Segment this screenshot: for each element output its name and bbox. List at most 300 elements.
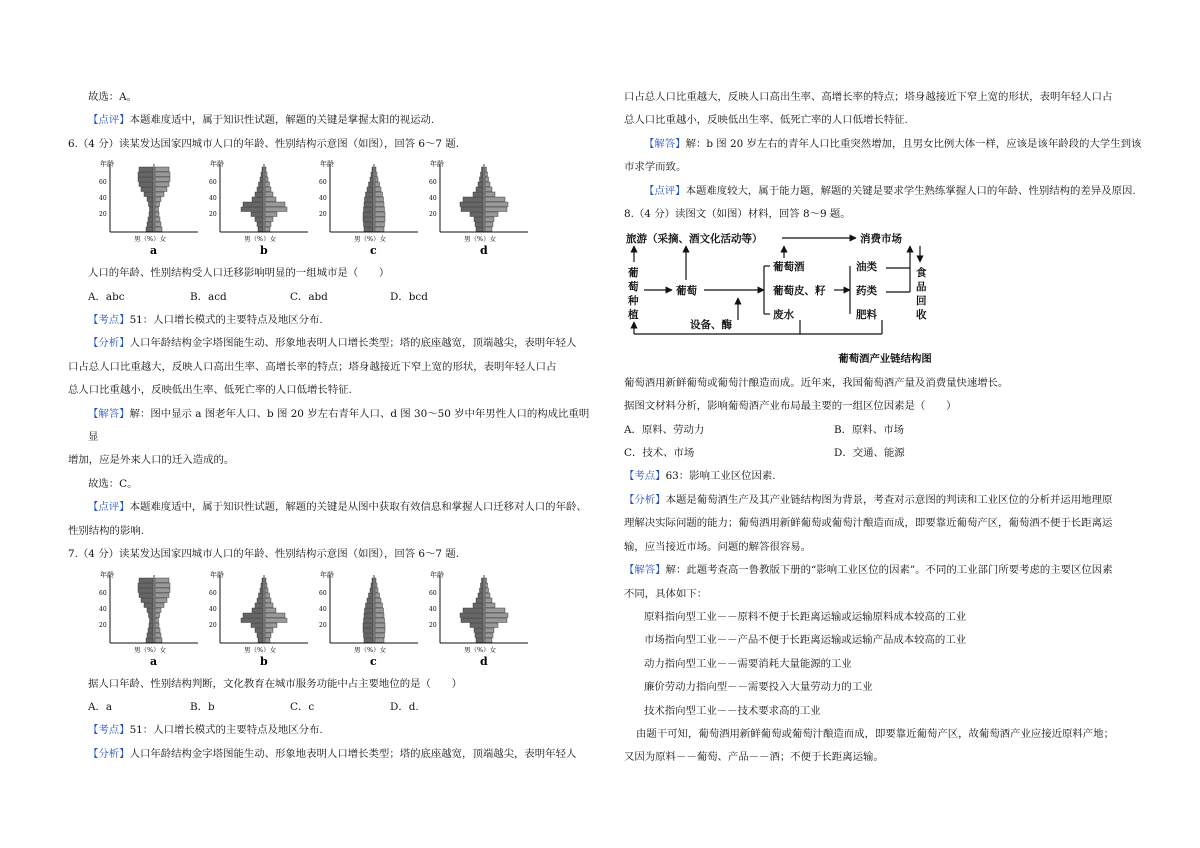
pyramid-bar-male [476,598,483,603]
pyramid-bar-female [485,618,507,623]
q8-option-a: A．原料、劳动力 [624,423,705,436]
pyramid-bar-female [265,217,273,222]
q8-jieda-cont: 不同，具体如下： [624,587,708,600]
kaodian-text: 63：影响工业区位因素. [665,470,776,483]
pyramid-bar-female [155,227,162,232]
pyramid-bar-female [375,197,384,202]
pyramid-c [319,570,418,667]
q7-options [68,696,596,719]
pyramid-bar-female [265,227,270,232]
pyramid-bar-female [265,212,277,217]
pyramid-bar-male [364,202,373,207]
pyramid-bar-male [474,217,483,222]
fenxi-tag: 【分析】 [88,337,130,350]
q8-option-d: D．交通、能源 [834,447,905,460]
pyramid-c [319,159,418,256]
pyramid-bar-female [155,207,159,212]
pyramid-bar-male [146,227,153,232]
pyramid-bar-male [463,608,483,613]
q7-option-d: D．d. [390,700,419,713]
kaodian-tag: 【考点】 [88,724,130,737]
flow-wine: 葡萄酒 [773,261,805,274]
fenxi-text: 本题是葡萄酒生产及其产业链结构图为背景，考查对示意图的判读和工业区位的分析并运用地理原 [665,493,1113,506]
pyramid-bar-female [375,613,384,618]
pyramid-bar-female [375,618,385,623]
pyramid-name: d [480,244,488,257]
pyramid-bar-female [485,623,498,628]
pyramid-bar-male [252,197,263,202]
pyramid-bar-female [265,182,270,187]
pyramid-bar-female [265,187,271,192]
q8-options-row1 [624,419,1156,442]
pyramid-bar-female [375,222,385,227]
pyramid-bar-female [155,187,167,192]
pyramid-bar-female [265,608,276,613]
pyramid-name: a [150,654,158,667]
pyramid-tick: 60 [209,589,217,597]
pyramid-bar-female [485,167,487,172]
pyramid-bar-male [366,603,374,608]
flow-equip: 设备、酶 [690,319,732,332]
pyramid-tick: 40 [429,605,437,613]
pyramid-bar-male [473,192,483,197]
pyramid-bar-female [155,212,159,217]
pyramid-bar-male [476,187,483,192]
pyramid-bar-female [265,207,287,212]
flow-food-4: 收 [916,309,927,322]
pyramid-bar-male [460,613,483,618]
pyramid-bar-male [463,197,483,202]
pyramid-bar-male [474,628,483,633]
population-pyramids-q7 [98,569,538,667]
pyramid-tick: 40 [429,195,437,203]
wine-chain-diagram [624,228,944,346]
pyramid-bar-male [241,618,263,623]
pyramid-bar-female [485,172,488,177]
pyramid-bar-female [155,613,160,618]
pyramid-bar-female [155,618,159,623]
pyramid-bar-female [155,588,170,593]
pyramid-name: c [370,244,377,257]
pyramid-bar-female [155,633,161,638]
q6-fenxi [68,332,596,355]
pyramid-bar-female [485,588,489,593]
fenxi-tag: 【分析】 [624,493,666,506]
pyramid-bar-male [478,182,483,187]
pyramid-bar-male [149,202,154,207]
pyramid-bar-male [364,638,373,643]
pyramid-bar-male [257,598,263,603]
pyramid-bar-male [372,578,373,583]
pyramid-bar-female [265,628,273,633]
jieda-text: 解：b 图 20 岁左右的青年人口比重突然增加，且男女比例大体一样，应该是该年龄段的大学生到该 [685,137,1142,150]
dianping-tag: 【点评】 [644,184,686,197]
dianping-tag: 【点评】 [88,501,130,514]
pyramid-bar-female [375,623,385,628]
q6-jieda [68,403,596,450]
flow-grape: 葡萄 [676,285,697,298]
pyramid-bar-male [257,187,263,192]
industry-type-raw: 原料指向型工业－－原料不便于长距离运输或运输原料成本较高的工业 [644,610,967,623]
pyramid-bar-male [262,167,263,172]
pyramid-age-label: 年龄 [100,160,114,169]
pyramid-bar-male [259,182,264,187]
pyramid-bar-female [265,593,270,598]
pyramid-bar-male [139,593,153,598]
q6-option-d: D．bcd [390,290,428,303]
comment-tag: 【点评】 [88,114,130,127]
pyramid-d [429,159,528,256]
q8-options-row2 [624,442,1156,465]
q7-stem: 据人口年龄、性别结构判断，文化教育在城市服务功能中占主要地位的是（ ） [88,677,463,690]
q8-fenxi-cont-1: 理解决实际问题的能力；葡萄酒用新鲜葡萄或葡萄汁酿造而成，即要靠近葡萄产区，葡萄酒不便于长距离运 [624,517,1113,530]
q8-option-b: B．原料、市场 [834,423,904,436]
pyramid-bar-female [155,638,162,643]
pyramid-sex-label: 男（%）女 [244,645,277,654]
wine-industry-chain-figure [624,228,1156,346]
pyramid-bar-female [375,638,384,643]
pyramid-bar-male [243,202,263,207]
pyramid-bar-female [485,628,494,633]
pyramid-age-label: 年龄 [320,160,334,169]
pyramid-bar-female [375,603,383,608]
q8-option-c: C．技术、市场 [624,447,695,460]
pyramid-bar-male [482,167,484,172]
pyramid-bar-male [257,633,263,638]
pyramid-bar-male [148,628,153,633]
pyramid-bar-female [485,182,490,187]
pyramid-bar-male [367,187,373,192]
pyramid-bar-female [375,608,384,613]
pyramid-tick: 40 [209,195,217,203]
pyramid-bar-female [155,202,160,207]
q7-dianping [624,180,1156,203]
pyramid-bar-male [255,192,263,197]
q6-title: 6.（4 分）读某发达国家四城市人口的年龄、性别结构示意图（如图），回答 6～7 题. [68,137,460,150]
pyramid-bar-male [470,212,483,217]
q7-jieda-cont: 市求学而致。 [624,161,687,174]
pyramid-bar-female [155,593,169,598]
pyramid-bar-male [144,192,153,197]
q6-answer: 故选：C。 [88,477,138,490]
q8-jieda [624,559,1156,582]
q6-option-b: B．acd [190,290,227,303]
pyramid-bar-female [155,182,169,187]
jieda-tag: 【解答】 [88,407,130,420]
pyramid-age-label: 年龄 [100,570,114,579]
pyramid-bar-male [251,623,263,628]
pyramid-bar-female [265,197,276,202]
pyramid-bar-male [481,583,484,588]
pyramid-bar-male [372,167,373,172]
pyramid-bar-male [259,593,264,598]
pyramid-sex-label: 男（%）女 [134,235,167,244]
pyramid-bar-female [375,633,385,638]
pyramid-bar-female [375,207,385,212]
pyramid-bar-female [375,588,378,593]
q6-fenxi-cont-2: 总人口比重越小，反映低出生率、低死亡率的人口低增长特征. [68,384,352,397]
pyramid-bar-male [243,613,263,618]
q6-stem: 人口的年龄、性别结构受人口迁移影响明显的一组城市是（ ） [88,267,390,280]
flow-food-2: 品 [916,281,927,294]
industry-type-power: 动力指向型工业－－需要消耗大量能源的工业 [644,657,852,670]
pyramid-name: a [150,244,158,257]
pyramid-bar-female [375,217,385,222]
pyramid-b [209,159,308,256]
pyramid-bar-female [485,222,493,227]
pyramid-bar-male [364,227,373,232]
q8-fenxi [624,489,1156,512]
pyramid-tick: 40 [99,605,107,613]
pyramid-bar-female [155,598,167,603]
pyramid-bar-male [146,638,153,643]
pyramid-bar-male [476,227,483,232]
pyramid-bar-male [138,177,153,182]
pyramid-bar-male [482,578,484,583]
pyramid-bar-female [485,638,492,643]
pyramid-bar-female [155,197,161,202]
pyramid-sex-label: 男（%）女 [244,235,277,244]
q6-option-c: C．abd [290,290,328,303]
pyramid-bar-male [476,638,483,643]
pyramid-tick: 40 [209,605,217,613]
pyramid-bar-male [364,613,373,618]
pyramid-bar-female [375,578,376,583]
pyramid-bar-female [485,608,505,613]
pyramid-tick: 60 [319,589,327,597]
q7-fenxi [68,743,596,766]
pyramid-bar-female [485,583,488,588]
pyramid-bar-female [485,202,508,207]
pyramid-bar-female [375,628,385,633]
q6-options [68,286,596,309]
pyramid-bar-male [480,588,484,593]
flow-food-3: 回 [916,295,927,308]
pyramid-bar-male [138,172,153,177]
pyramid-bar-male [260,588,263,593]
pyramid-bar-male [261,172,263,177]
pyramid-bar-male [144,603,153,608]
pyramid-bar-female [375,177,378,182]
pyramid-bar-male [262,578,263,583]
pyramid-bar-male [475,633,483,638]
pyramid-bar-female [485,207,507,212]
pyramid-bar-male [365,608,374,613]
industry-type-labor: 廉价劳动力指向型－－需要投入大量劳动力的工业 [644,681,873,694]
pyramid-age-label: 年龄 [210,570,224,579]
pyramid-bar-female [155,177,170,182]
flow-plant-3: 种 [628,295,639,308]
pyramid-bar-female [155,172,170,177]
fenxi-text: 人口年龄结构金字塔图能生动、形象地表明人口增长类型；塔的底座越宽，顶端越尖，表明年轻人 [129,337,577,350]
pyramid-bar-male [363,217,373,222]
pyramid-sex-label: 男（%）女 [134,645,167,654]
q6-option-a: A．abc [88,290,125,303]
flow-market: 消费市场 [860,233,902,246]
pyramid-age-label: 年龄 [210,160,224,169]
pyramid-bar-male [141,187,153,192]
q7-title: 7.（4 分）读某发达国家四城市人口的年龄、性别结构示意图（如图），回答 6～7 题. [68,548,460,561]
pyramid-bar-female [155,603,164,608]
pyramid-tick: 20 [429,621,437,629]
pyramid-bar-male [460,202,483,207]
comment-line [68,109,596,132]
pyramid-sex-label: 男（%）女 [464,235,497,244]
flow-tourism: 旅游（采摘、酒文化活动等） [626,233,763,246]
pyramid-sex-label: 男（%）女 [354,235,387,244]
q8-conclusion-1: 由题干可知，葡萄酒用新鲜葡萄或葡萄汁酿造而成，即要靠近葡萄产区，故葡萄酒产业应接近原料产地； [636,727,1114,740]
q7-option-b: B．b [190,700,215,713]
pyramid-bar-male [261,583,263,588]
pyramid-bar-female [375,202,384,207]
pyramid-bar-male [371,583,373,588]
pyramid-tick: 60 [429,589,437,597]
pyramid-bar-female [375,192,383,197]
pyramid-tick: 20 [99,211,107,219]
pyramid-tick: 20 [99,621,107,629]
pyramid-bar-male [139,167,153,172]
pyramid-bar-female [155,608,161,613]
q6-dianping-cont: 性别结构的影响. [68,524,145,537]
industry-type-tech: 技术指向型工业－－技术要求高的工业 [644,704,821,717]
q7-option-c: C．c [290,700,315,713]
pyramid-bar-female [375,598,381,603]
pyramid-bar-male [371,172,373,177]
pyramid-bar-male [138,583,153,588]
flow-waste: 废水 [773,309,794,322]
pyramid-bar-male [370,588,373,593]
pyramid-bar-female [265,192,273,197]
q7-fenxi-cont-2: 总人口比重越小，反映低出生率、低死亡率的人口低增长特征. [624,114,908,127]
pyramid-bar-male [369,593,374,598]
pyramid-bar-female [485,613,508,618]
pyramid-tick: 60 [99,179,107,187]
q8-kaodian [624,465,1156,488]
pyramid-bar-female [485,177,489,182]
pyramid-bar-female [375,182,380,187]
pyramid-sex-label: 男（%）女 [354,645,387,654]
jieda-text: 解：此题考查高一鲁教版下册的“影响工业区位的因素”。不同的工业部门所要考虑的主要区位因素 [665,564,1113,577]
pyramid-bar-female [265,598,271,603]
industry-type-market: 市场指向型工业－－产品不便于长距离运输或运输产品成本较高的工业 [644,634,967,647]
pyramid-tick: 20 [319,621,327,629]
flow-plant-1: 葡 [628,267,639,280]
pyramid-bar-male [258,638,263,643]
pyramid-name: d [480,654,488,667]
pyramid-bar-female [485,633,493,638]
flow-oil: 油类 [856,261,877,274]
pyramid-bar-male [366,192,374,197]
pyramid-bar-female [375,583,377,588]
pyramid-bar-male [148,217,153,222]
pyramid-bar-female [265,172,267,177]
q6-jieda-cont: 增加，应是外来人口的迁入造成的。 [68,454,235,467]
flow-plant-2: 萄 [628,281,639,294]
fenxi-text: 人口年龄结构金字塔图能生动、形象地表明人口增长类型；塔的底座越宽，顶端越尖，表明年轻人 [129,747,577,760]
pyramid-tick: 60 [429,179,437,187]
pyramid-bar-male [149,212,153,217]
pyramid-bar-male [150,618,154,623]
pyramid-figure-q7 [68,569,596,667]
q8-stem: 据图文材料分析，影响葡萄酒产业布局最主要的一组区位因素是（ ） [624,400,957,413]
flow-drug: 药类 [856,285,877,298]
answer-line: 故选：A。 [88,91,138,103]
pyramid-bar-male [461,207,483,212]
jieda-text: 解：图中显示 a 图老年人口、b 图 20 岁左右青年人口、d 图 30～50 岁中年男性人口的构成比重明显 [88,407,590,444]
pyramid-name: c [370,654,377,667]
pyramid-bar-female [375,593,380,598]
pyramid-bar-female [265,222,271,227]
kaodian-tag: 【考点】 [88,314,130,327]
pyramid-tick: 60 [99,589,107,597]
pyramid-bar-male [255,217,263,222]
jieda-tag: 【解答】 [624,564,666,577]
q6-kaodian [68,309,596,332]
pyramid-bar-male [364,207,374,212]
pyramid-tick: 20 [319,211,327,219]
pyramid-bar-male [369,182,374,187]
pyramid-bar-male [141,598,153,603]
q8-material: 葡萄酒用新鲜葡萄或葡萄汁酿造而成。近年来，我国葡萄酒产量及消费量快速增长。 [624,376,1009,389]
pyramid-bar-female [485,187,492,192]
pyramid-bar-male [252,608,263,613]
pyramid-age-label: 年龄 [430,160,444,169]
pyramid-bar-female [485,598,492,603]
pyramid-bar-female [375,227,384,232]
pyramid-bar-male [255,628,263,633]
fenxi-tag: 【分析】 [88,747,130,760]
pyramid-bar-female [265,588,268,593]
pyramid-tick: 40 [319,195,327,203]
pyramid-bar-female [265,578,266,583]
pyramid-bar-female [155,628,160,633]
pyramid-bar-male [149,613,154,618]
q8-fenxi-cont-2: 输，应当接近市场。问题的解答很容易。 [624,540,812,553]
pyramid-bar-female [155,222,161,227]
q7-option-a: A．a [88,700,113,713]
pyramid-bar-male [481,172,484,177]
pyramid-bar-female [155,192,164,197]
pyramid-tick: 40 [99,195,107,203]
right-column [624,86,1156,770]
dianping-text: 本题难度适中，属于知识性试题，解题的关键是从图中获取有效信息和掌握人口迁移对人口的年龄、 [129,501,587,514]
pyramid-figure-q6 [68,158,596,256]
pyramid-bar-male [147,197,153,202]
pyramid-bar-male [147,633,153,638]
pyramid-bar-male [473,603,483,608]
pyramid-bar-male [138,588,153,593]
pyramid-bar-male [147,608,153,613]
kaodian-text: 51：人口增长模式的主要特点及地区分布. [129,724,323,737]
pyramid-bar-male [478,593,483,598]
pyramid-bar-female [265,623,277,628]
pyramid-bar-female [485,197,505,202]
pyramid-sex-label: 男（%）女 [464,645,497,654]
pyramid-bar-female [485,593,490,598]
pyramid-bar-female [155,578,169,583]
jieda-tag: 【解答】 [644,137,686,150]
pyramid-bar-male [370,177,373,182]
pyramid-age-label: 年龄 [430,570,444,579]
pyramid-bar-male [147,222,153,227]
pyramid-bar-male [257,222,263,227]
pyramid-bar-female [265,613,285,618]
pyramid-bar-male [364,618,374,623]
flow-food-1: 食 [916,267,927,280]
pyramid-bar-male [149,623,153,628]
flow-fert: 肥料 [856,309,877,322]
pyramid-bar-male [364,222,374,227]
